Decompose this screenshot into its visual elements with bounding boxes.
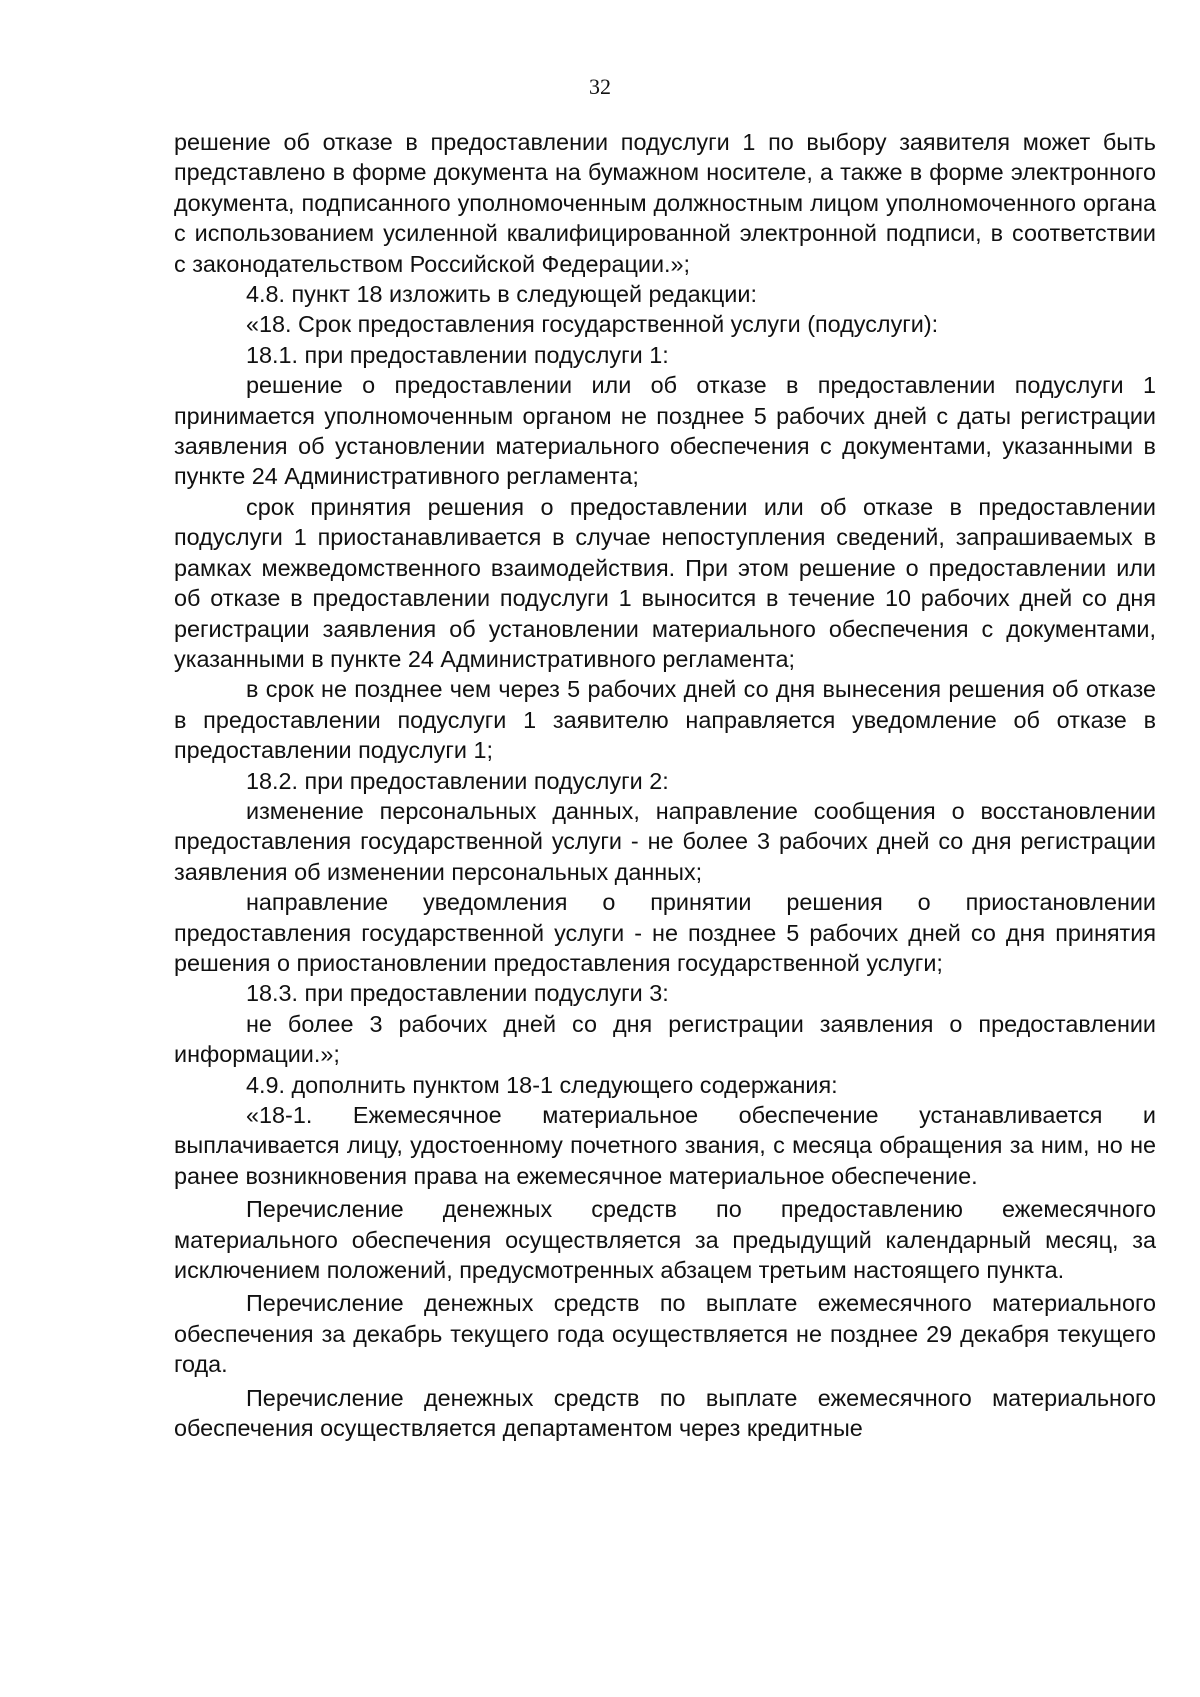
paragraph: срок принятия решения о предоставлении или об отказе в предоставлении подуслуги 1 приостанавливается в случае непоступления сведений, запрашиваемых в рамках межведомственного взаимодействия. При этом решение о предоставлении или об отказе в предоставлении подуслуги 1 выносится в течение 10 рабочих дней со дня регистрации заявления об установлении материального обеспечения с документами, указанными в пункте 24 Административного регламента;: [174, 493, 1156, 672]
paragraph: изменение персональных данных, направление сообщения о восстановлении предоставления государственной услуги - не более 3 рабочих дней со дня регистрации заявления об изменении персональных данных;: [174, 797, 1156, 885]
page-number: 32: [589, 74, 611, 99]
paragraph: 18.3. при предоставлении подуслуги 3:: [246, 980, 669, 1007]
paragraph: 18.1. при предоставлении подуслуги 1:: [246, 341, 669, 368]
paragraph: Перечисление денежных средств по выплате ежемесячного материального обеспечения за декабрь текущего года осуществляется не позднее 29 декабря текущего года.: [174, 1290, 1156, 1378]
paragraph: направление уведомления о принятии решения о приостановлении предоставления государственной услуги - не позднее 5 рабочих дней со дня принятия решения о приостановлении предоставления государственной услуги;: [174, 889, 1156, 976]
paragraph: Перечисление денежных средств по выплате ежемесячного материального обеспечения осуществляется департаментом через кредитные: [174, 1384, 1156, 1442]
paragraph: 4.8. пункт 18 изложить в следующей редакции:: [246, 281, 757, 308]
paragraph: в срок не позднее чем через 5 рабочих дней со дня вынесения решения об отказе в предоставлении подуслуги 1 заявителю направляется уведомление об отказе в предоставлении подуслуги 1;: [174, 676, 1156, 764]
document-body: [174, 127, 1156, 1443]
paragraph: решение об отказе в предоставлении подуслуги 1 по выбору заявителя может быть представлено в форме документа на бумажном носителе, а также в форме электронного документа, подписанного уполномоченным должностным лицом уполномоченного органа с использованием усиленной квалифицированной электронной подписи, в соответствии с законодательством Российской Федерации.»;: [174, 129, 1156, 277]
paragraph: «18. Срок предоставления государственной услуги (подуслуги):: [246, 311, 939, 338]
paragraph: не более 3 рабочих дней со дня регистрации заявления о предоставлении информации.»;: [174, 1010, 1156, 1068]
paragraph: «18-1. Ежемесячное материальное обеспечение устанавливается и выплачивается лицу, удостоенному почетного звания, с месяца обращения за ним, но не ранее возникновения права на ежемесячное материальное обеспечение.: [174, 1102, 1156, 1189]
paragraph: решение о предоставлении или об отказе в предоставлении подуслуги 1 принимается уполномоченным органом не позднее 5 рабочих дней с даты регистрации заявления об установлении материального обеспечения с документами, указанными в пункте 24 Административного регламента;: [174, 372, 1156, 490]
paragraph: 18.2. при предоставлении подуслуги 2:: [246, 767, 669, 794]
paragraph: Перечисление денежных средств по предоставлению ежемесячного материального обеспечения осуществляется за предыдущий календарный месяц, за исключением положений, предусмотренных абзацем третьим настоящего пункта.: [174, 1196, 1156, 1284]
paragraph: 4.9. дополнить пунктом 18-1 следующего содержания:: [246, 1071, 838, 1098]
